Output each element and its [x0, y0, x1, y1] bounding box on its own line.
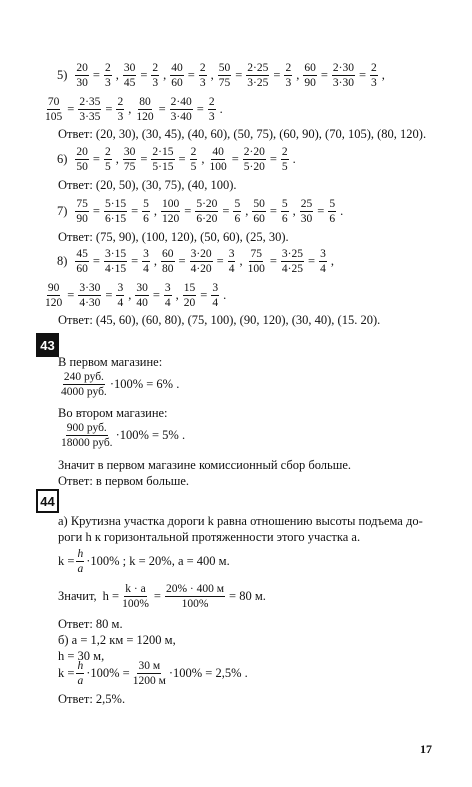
- fraction: $\frac{2\cdot 30}{3\cdot 30}$: [332, 62, 354, 90]
- fraction: $\frac{25}{30}$: [300, 198, 313, 226]
- task-43-answer: Ответ: в первом больше.: [58, 474, 189, 488]
- fraction: $\frac{100}{120}$: [162, 198, 180, 226]
- fraction: $\frac{5}{6}$: [143, 198, 149, 226]
- fraction: $\frac{5\cdot 15}{6\cdot 15}$: [104, 198, 127, 226]
- fraction: $\frac{70}{105}$: [45, 96, 63, 124]
- fraction: $\frac{2\cdot 40}{3\cdot 40}$: [170, 96, 192, 124]
- task-44-b-line-1: б) a = 1,2 км = 1200 м,: [58, 633, 176, 647]
- fraction: $\frac{50}{75}$: [218, 62, 231, 90]
- fraction: $\frac{3\cdot 30}{4\cdot 30}$: [79, 282, 101, 310]
- task-43-formula-1: $\frac{\text{240 руб.}}{\text{4000 руб.}}$ ·100% = 6% .: [61, 371, 180, 399]
- fraction: $\frac{30}{45}$: [123, 62, 136, 90]
- fraction: $\frac{50}{60}$: [253, 198, 265, 226]
- fraction: $\frac{20}{50}$: [76, 146, 88, 174]
- fraction: $\frac{3}{4}$: [212, 282, 219, 310]
- task-44-b-line-2: h = 30 м,: [58, 649, 105, 663]
- fraction: $\frac{30}{40}$: [136, 282, 148, 310]
- exercise-7-line: 7) $\frac{75}{90}$ = $\frac{5\cdot 15}{6\cdot 15}$ = $\frac{5}{6}$ , $\frac{100}{120}$ = $\frac{5\cdot 20}{6\cdot 20}$ = $\frac{5}{6}$ , $\frac{50}{60}$ = $\frac{5}{6}$ , $\frac{25}{30}$ = $\frac{5}{6}$ .: [57, 198, 344, 226]
- fraction: $\frac{3}{4}$: [117, 282, 124, 310]
- fraction: $\frac{2\cdot 20}{5\cdot 20}$: [243, 146, 265, 174]
- task-43-formula-2: $\frac{\text{900 руб.}}{\text{18000 руб.}}$ ·100% = 5% .: [61, 422, 186, 450]
- fraction: $\frac{2\cdot 25}{3\cdot 25}$: [247, 62, 269, 90]
- fraction: $\frac{5}{6}$: [281, 198, 288, 226]
- fraction: $\frac{2}{3}$: [199, 62, 206, 90]
- task-44-k-formula: k = $\frac{h}{a}$ ·100% ; k = 20%, a = 400 м.: [58, 548, 230, 576]
- fraction: $\frac{90}{120}$: [45, 282, 63, 310]
- task-44-k-calc: k = $\frac{h}{a}$ ·100% = $\frac{30 м}{1200 м}$ ·100% = 2,5% .: [58, 660, 248, 688]
- fraction: $\frac{2}{3}$: [371, 62, 377, 90]
- fraction: $\frac{75}{90}$: [76, 198, 88, 226]
- task-44-h-formula: Значит, h = $\frac{k \cdot a}{100\%}$ = $\frac{20\% \cdot 400 м}{100\%}$ = 80 м.: [58, 583, 266, 611]
- fraction: $\frac{2}{3}$: [117, 96, 124, 124]
- fraction: $\frac{2}{3}$: [208, 96, 215, 124]
- fraction: $\frac{2\cdot 35}{3\cdot 35}$: [79, 96, 101, 124]
- fraction: $\frac{2}{3}$: [285, 62, 292, 90]
- exercise-5-answer: Ответ: (20, 30), (30, 45), (40, 60), (50, 75), (60, 90), (70, 105), (80, 120).: [58, 127, 427, 141]
- fraction: $\frac{2}{5}$: [190, 146, 197, 174]
- fraction: $\frac{2}{3}$: [152, 62, 159, 90]
- exercise-5-line-1: 5) $\frac{20}{30}$ = $\frac{2}{3}$ , $\frac{30}{45}$ = $\frac{2}{3}$ , $\frac{40}{60}$ = $\frac{2}{3}$ , $\frac{50}{75}$ = $\frac{2\cdot 25}{3\cdot 25}$ = $\frac{2}{3}$ , $\frac{60}{90}$ = $\frac{2\cdot 30}{3\cdot 30}$ = $\frac{2}{3}$ ,: [57, 62, 385, 90]
- exercise-8-line-2: $\frac{90}{120}$ = $\frac{3\cdot 30}{4\cdot 30}$ = $\frac{3}{4}$ , $\frac{30}{40}$ = $\frac{3}{4}$ , $\frac{15}{20}$ = $\frac{3}{4}$ .: [45, 282, 227, 310]
- exercise-8-line-1: 8) $\frac{45}{60}$ = $\frac{3\cdot 15}{4\cdot 15}$ = $\frac{3}{4}$ , $\frac{60}{80}$ = $\frac{3\cdot 20}{4\cdot 20}$ = $\frac{3}{4}$ , $\frac{75}{100}$ = $\frac{3\cdot 25}{4\cdot 25}$ = $\frac{3}{4}$ ,: [57, 248, 334, 276]
- fraction: $\frac{3}{4}$: [228, 248, 235, 276]
- exercise-8-answer: Ответ: (45, 60), (60, 80), (75, 100), (90, 120), (30, 40), (15. 20).: [58, 313, 381, 327]
- task-43-shop2: Во втором магазине:: [58, 406, 168, 420]
- fraction: $\frac{3\cdot 15}{4\cdot 15}$: [104, 248, 127, 276]
- task-44-number: 44: [36, 489, 59, 513]
- page-number: 17: [420, 742, 432, 756]
- fraction: $\frac{5}{6}$: [234, 198, 241, 226]
- fraction: $\frac{15}{20}$: [183, 282, 196, 310]
- fraction: $\frac{2}{3}$: [104, 62, 111, 90]
- fraction: $\frac{40}{100}$: [209, 146, 227, 174]
- task-43-number: 43: [36, 333, 59, 357]
- fraction: $\frac{60}{90}$: [304, 62, 316, 90]
- exercise-5-line-2: $\frac{70}{105}$ = $\frac{2\cdot 35}{3\cdot 35}$ = $\frac{2}{3}$ , $\frac{80}{120}$ = $\frac{2\cdot 40}{3\cdot 40}$ = $\frac{2}{3}$ .: [45, 96, 223, 124]
- fraction: $\frac{20}{30}$: [76, 62, 88, 90]
- task-44-answer-b: Ответ: 2,5%.: [58, 692, 126, 706]
- fraction: $\frac{2\cdot 15}{5\cdot 15}$: [152, 146, 174, 174]
- exercise-8-label: 8): [57, 254, 68, 269]
- fraction: $\frac{60}{80}$: [162, 248, 174, 276]
- fraction: $\frac{75}{100}$: [247, 248, 265, 276]
- task-44-answer-a: Ответ: 80 м.: [58, 617, 123, 631]
- fraction: $\frac{2}{5}$: [104, 146, 111, 174]
- task-43-conclusion: Значит в первом магазине комиссионный сбор больше.: [58, 458, 352, 472]
- fraction: $\frac{45}{60}$: [76, 248, 88, 276]
- fraction: $\frac{3\cdot 25}{4\cdot 25}$: [281, 248, 304, 276]
- exercise-6-answer: Ответ: (20, 50), (30, 75), (40, 100).: [58, 178, 237, 192]
- fraction: $\frac{3}{4}$: [143, 248, 149, 276]
- exercise-6-line: 6) $\frac{20}{50}$ = $\frac{2}{5}$ , $\frac{30}{75}$ = $\frac{2\cdot 15}{5\cdot 15}$ = $\frac{2}{5}$ , $\frac{40}{100}$ = $\frac{2\cdot 20}{5\cdot 20}$ = $\frac{2}{5}$ .: [57, 146, 296, 174]
- task-44-a-line-2: роги h к горизонтальной протяженности этого участка a.: [58, 530, 361, 544]
- exercise-6-label: 6): [57, 152, 68, 167]
- fraction: $\frac{40}{60}$: [171, 62, 183, 90]
- fraction: $\frac{80}{120}$: [136, 96, 154, 124]
- fraction: $\frac{3\cdot 20}{4\cdot 20}$: [190, 248, 212, 276]
- task-44-a-line-1: а) Крутизна участка дороги k равна отношению высоты подъема до-: [58, 514, 423, 528]
- task-43-shop1: В первом магазине:: [58, 355, 163, 369]
- fraction: $\frac{5\cdot 20}{6\cdot 20}$: [196, 198, 218, 226]
- exercise-7-answer: Ответ: (75, 90), (100, 120), (50, 60), (25, 30).: [58, 230, 289, 244]
- fraction: $\frac{2}{5}$: [281, 146, 288, 174]
- fraction: $\frac{30}{75}$: [123, 146, 136, 174]
- fraction: $\frac{3}{4}$: [164, 282, 171, 310]
- exercise-5-label: 5): [57, 68, 68, 83]
- exercise-7-label: 7): [57, 204, 68, 219]
- fraction: $\frac{3}{4}$: [320, 248, 326, 276]
- fraction: $\frac{5}{6}$: [329, 198, 336, 226]
